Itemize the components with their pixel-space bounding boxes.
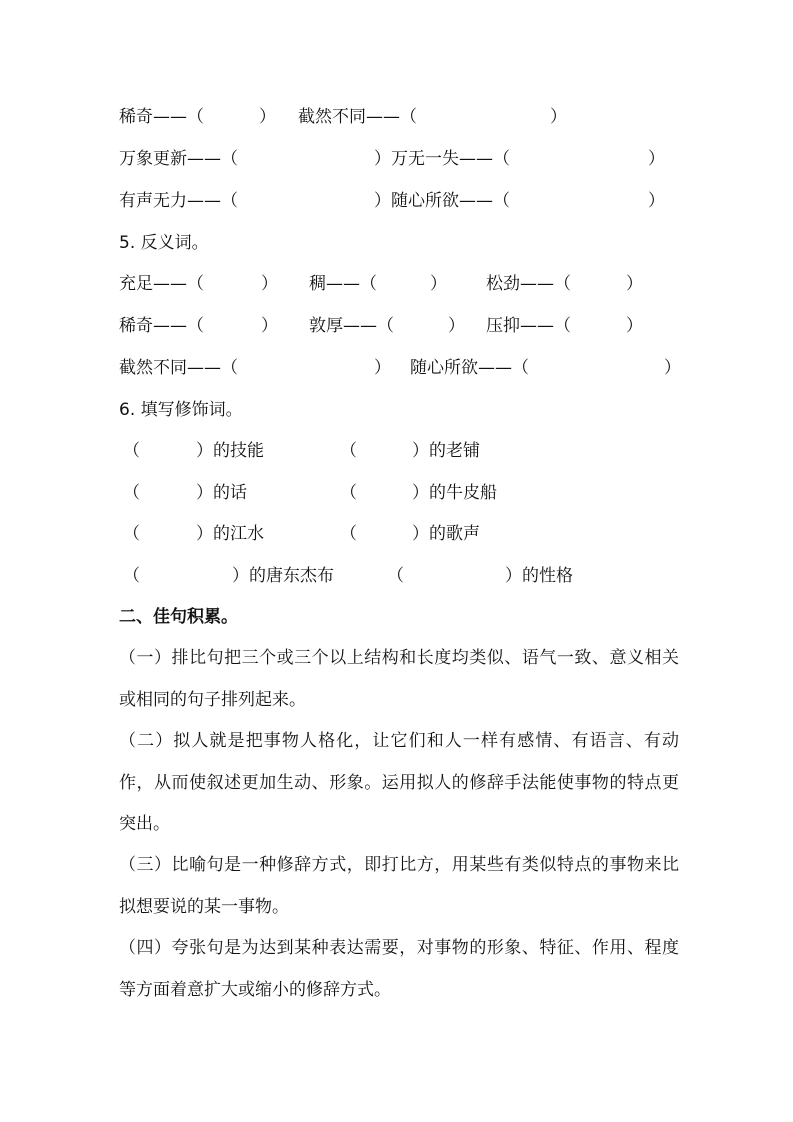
blank-close[interactable]: ） bbox=[261, 274, 278, 294]
blank-open[interactable]: （ bbox=[123, 566, 140, 586]
blank-close[interactable]: ） bbox=[261, 316, 278, 336]
modifier-suffix: ）的老铺 bbox=[412, 441, 480, 461]
modifier-suffix: ）的唐东杰布 bbox=[232, 566, 334, 586]
modifier-suffix: ）的话 bbox=[196, 483, 247, 503]
blank-close[interactable]: ） bbox=[648, 149, 665, 169]
blank-open[interactable]: （ bbox=[340, 441, 357, 461]
paragraph-hyperbole: （四）夸张句是为达到某种表达需要，对事物的形象、特征、作用、程度等方面着意扩大或缩小的修辞方式。 bbox=[119, 938, 679, 1000]
paragraph-metaphor: （三）比喻句是一种修辞方式，即打比方，用某些有类似特点的事物来比拟想要说的某一事物。 bbox=[119, 855, 679, 917]
prompt-songjin: 松劲——（ bbox=[486, 274, 571, 294]
paragraph-parallelism: （一）排比句把三个或三个以上结构和长度均类似、语气一致、意义相关或相同的句子排列起来。 bbox=[119, 648, 679, 710]
modifier-suffix: ）的江水 bbox=[196, 524, 264, 544]
blank-close[interactable]: ） bbox=[648, 191, 665, 211]
prompt-chongzu: 充足——（ bbox=[119, 274, 204, 294]
prompt-suixin: ）随心所欲——（ bbox=[374, 191, 510, 211]
modifiers-heading: 6. 填写修饰词。 bbox=[119, 400, 243, 420]
prompt-yousheng: 有声无力——（ bbox=[119, 191, 238, 211]
blank-open[interactable]: （ bbox=[123, 483, 140, 503]
blank-open[interactable]: （ bbox=[340, 483, 357, 503]
prompt-suixin: 随心所欲——（ bbox=[410, 358, 529, 378]
blank-close[interactable]: ） bbox=[626, 274, 643, 294]
blank-close[interactable]: ） bbox=[664, 358, 681, 378]
blank-close[interactable]: ） bbox=[550, 107, 567, 127]
blank-close[interactable]: ） bbox=[259, 107, 276, 127]
prompt-chou: 稠——（ bbox=[309, 274, 377, 294]
blank-close[interactable]: ） bbox=[430, 274, 447, 294]
prompt-yayi: 压抑——（ bbox=[486, 316, 571, 336]
blank-open[interactable]: （ bbox=[123, 441, 140, 461]
modifier-suffix: ）的歌声 bbox=[412, 524, 480, 544]
paragraph-personification: （二）拟人就是把事物人格化，让它们和人一样有感情、有语言、有动作，从而使叙述更加生动、形象。运用拟人的修辞手法能使事物的特点更突出。 bbox=[119, 731, 679, 834]
section-heading-sentences: 二、佳句积累。 bbox=[119, 607, 238, 627]
blank-close[interactable]: ） bbox=[626, 316, 643, 336]
blank-open[interactable]: （ bbox=[340, 524, 357, 544]
prompt-wanxiang: 万象更新——（ bbox=[119, 149, 238, 169]
prompt-xiqi: 稀奇——（ bbox=[119, 107, 204, 127]
modifier-suffix: ）的技能 bbox=[196, 441, 264, 461]
prompt-wanwu: ）万无一失——（ bbox=[374, 149, 510, 169]
prompt-jieran: 截然不同——（ bbox=[298, 107, 417, 127]
modifier-suffix: ）的牛皮船 bbox=[412, 483, 497, 503]
antonyms-heading: 5. 反义词。 bbox=[119, 233, 209, 253]
blank-open[interactable]: （ bbox=[387, 566, 404, 586]
blank-open[interactable]: （ bbox=[123, 524, 140, 544]
prompt-xiqi: 稀奇——（ bbox=[119, 316, 204, 336]
blank-close[interactable]: ） bbox=[374, 358, 391, 378]
blank-close[interactable]: ） bbox=[448, 316, 465, 336]
prompt-dunhou: 敦厚——（ bbox=[309, 316, 394, 336]
modifier-suffix: ）的性格 bbox=[505, 566, 573, 586]
prompt-jieran: 截然不同——（ bbox=[119, 358, 238, 378]
